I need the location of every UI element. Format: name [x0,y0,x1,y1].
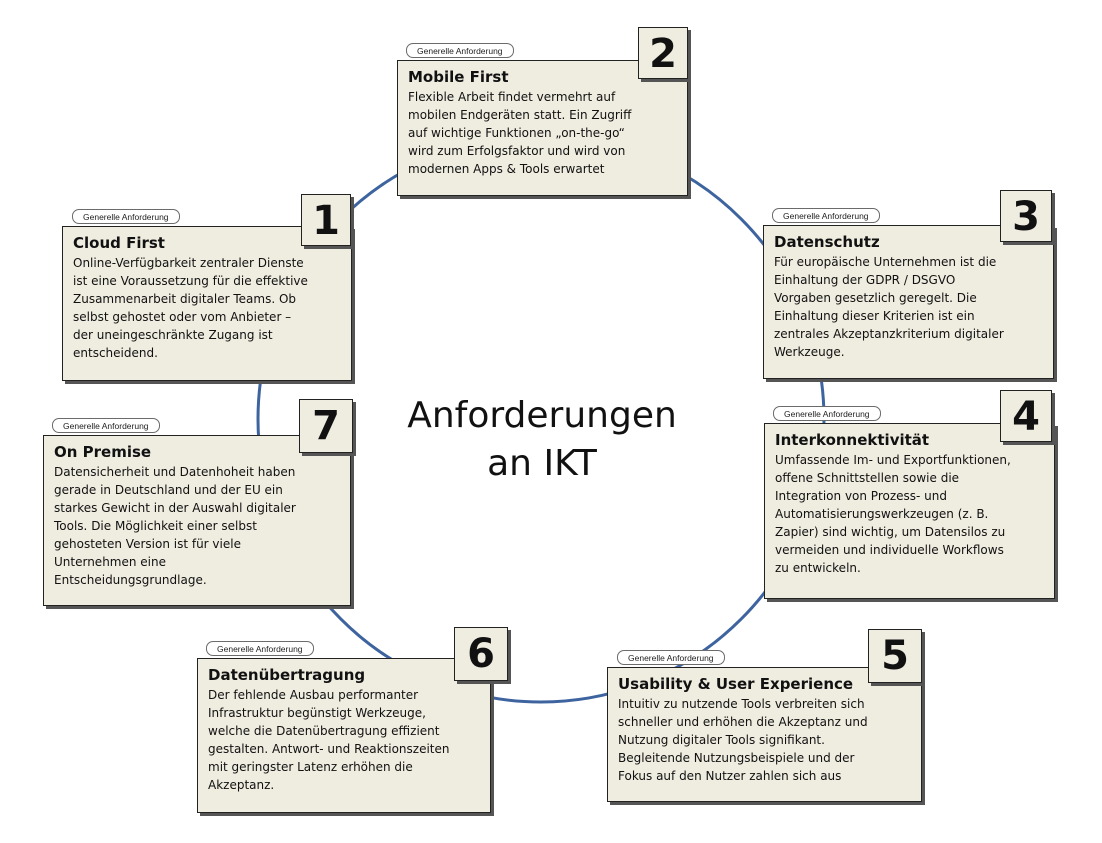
requirement-tag: Generelle Anforderung [406,43,514,58]
requirement-number: 1 [301,194,351,246]
requirement-description: Online-Verfügbarkeit zentraler Dienste ist eine Voraussetzung für die effektive Zusammenarbeit digitaler Teams. Ob selbst gehostet oder vom Anbieter – der uneingeschränkte Zugang ist entscheidend. [73,256,308,360]
requirement-number: 5 [868,629,922,683]
requirement-description: Der fehlende Ausbau performanter Infrastruktur begünstigt Werkzeuge, welche die Datenübertragung effizient gestalten. Antwort- und Reaktionszeiten mit geringster Latenz erhöhen die Akzeptanz. [208,688,450,792]
requirement-box [397,60,688,196]
requirement-tag: Generelle Anforderung [52,418,160,433]
requirement-title: Mobile First [408,68,509,86]
requirement-description: Datensicherheit und Datenhoheit haben gerade in Deutschland und der EU ein starkes Gewicht in der Auswahl digitaler Tools. Die Möglichkeit einer selbst gehosteten Version ist für viele Unternehmen eine Entscheidungsgrundlage. [54,465,296,587]
requirement-title: Datenübertragung [208,666,366,684]
requirement-tag: Generelle Anforderung [72,209,180,224]
center-title [372,392,712,488]
requirement-number: 6 [454,627,508,681]
requirement-number: 2 [638,27,688,79]
requirement-tag: Generelle Anforderung [772,208,880,223]
requirement-description: Für europäische Unternehmen ist die Einhaltung der GDPR / DSGVO Vorgaben gesetzlich geregelt. Die Einhaltung dieser Kriterien ist ein zentrales Akzeptanzkriterium digitaler Werkzeuge. [774,255,1004,359]
requirement-title: Datenschutz [774,233,880,251]
requirement-description: Flexible Arbeit findet vermehrt auf mobilen Endgeräten statt. Ein Zugriff auf wichtige Funktionen „on-the-go“ wird zum Erfolgsfaktor und wird von modernen Apps & Tools erwartet [408,90,632,176]
requirement-box [62,226,352,381]
requirement-description: Umfassende Im- und Exportfunktionen, offene Schnittstellen sowie die Integration von Prozess- und Automatisierungswerkzeugen (z. B. Zapier) sind wichtig, um Datensilos zu vermeiden und individuelle Workflows zu entwickeln. [775,453,1011,575]
center-title-line1: Anforderungen [407,395,677,436]
requirement-box [607,667,922,802]
requirement-title: Interkonnektivität [775,431,930,449]
requirement-box [197,658,491,813]
requirement-tag: Generelle Anforderung [206,641,314,656]
requirement-description: Intuitiv zu nutzende Tools verbreiten sich schneller und erhöhen die Akzeptanz und Nutzung digitaler Tools signifikant. Begleitende Nutzungsbeispiele und der Fokus auf den Nutzer zahlen sich aus [618,697,868,783]
requirement-box [764,423,1055,599]
requirement-box [763,225,1054,379]
requirement-title: Cloud First [73,234,165,252]
requirement-number: 7 [299,399,353,453]
requirement-title: On Premise [54,443,152,461]
requirement-tag: Generelle Anforderung [773,406,881,421]
requirement-box [43,435,351,606]
requirement-number: 3 [1000,190,1052,242]
requirement-number: 4 [1000,390,1052,442]
requirement-title: Usability & User Experience [618,675,854,693]
center-title-line2: an IKT [487,443,597,484]
requirement-tag: Generelle Anforderung [617,650,725,665]
